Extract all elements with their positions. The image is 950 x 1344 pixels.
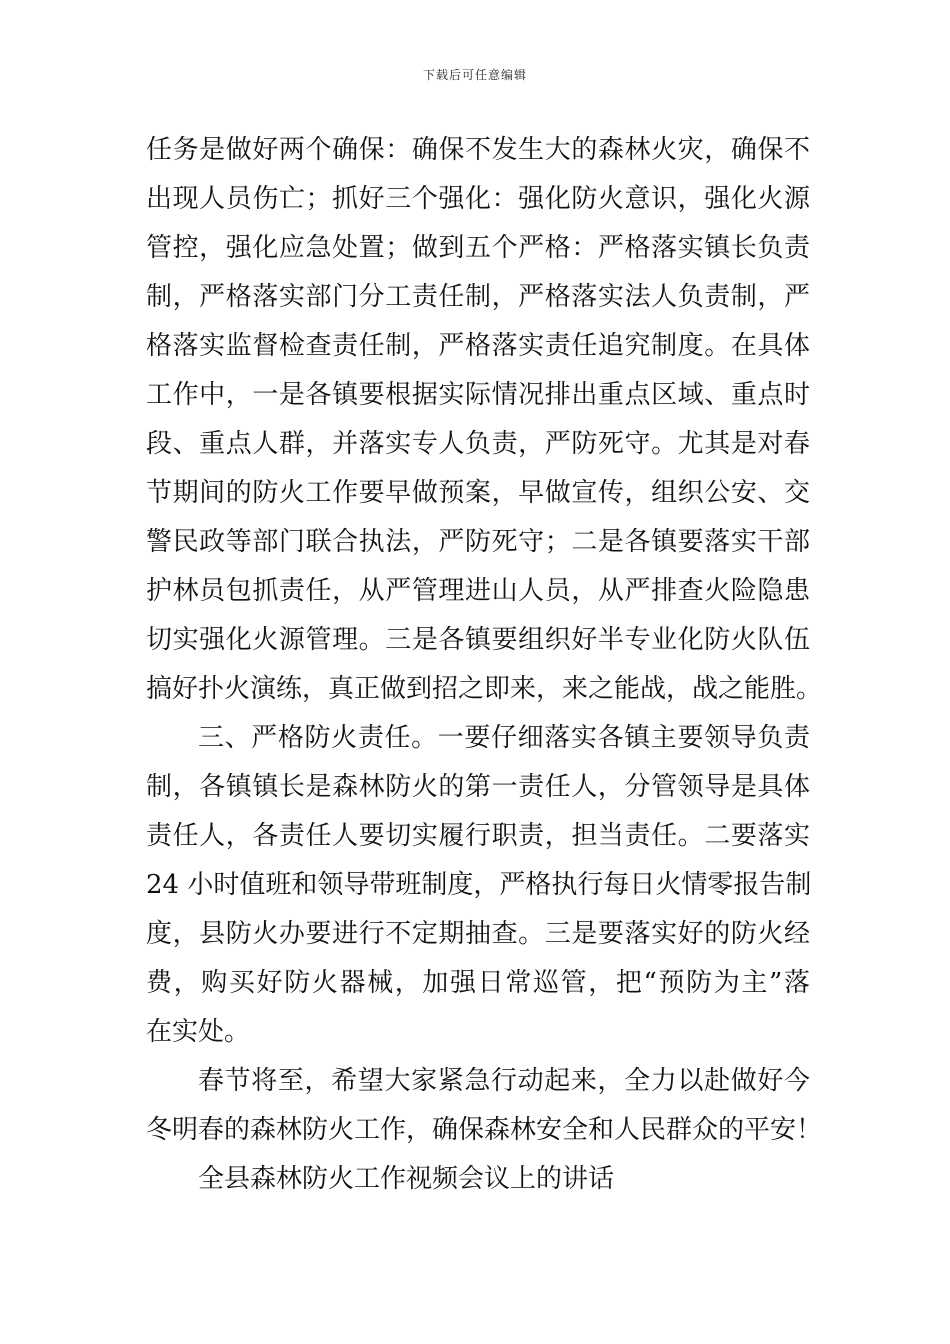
text-line: 度，县防火办要进行不定期抽查。三是要落实好的防火经 [146,919,810,949]
closing-paragraph-first-line: 春节将至，希望大家紧急行动起来，全力以赴做好今 [198,1066,810,1096]
text-line: 警民政等部门联合执法，严防死守；二是各镇要落实干部 [146,527,810,557]
text-line: 制，各镇镇长是森林防火的第一责任人，分管领导是具体 [146,772,810,802]
text-line: 节期间的防火工作要早做预案，早做宣传，组织公安、交 [146,478,810,508]
text-line: 冬明春的森林防火工作，确保森林安全和人民群众的平安！ [146,1115,823,1145]
text-line: 工作中，一是各镇要根据实际情况排出重点区域、重点时 [146,380,810,410]
text-line: 格落实监督检查责任制，严格落实责任追究制度。在具体 [146,331,810,361]
page-header: 下载后可任意编辑 [422,68,527,82]
text-line: 24 小时值班和领导带班制度，严格执行每日火情零报告制 [146,870,812,900]
document-body [146,126,823,1204]
text-line: 费，购买好防火器械，加强日常巡管，把“预防为主”落 [146,968,810,998]
text-line: 段、重点人群，并落实专人负责，严防死守。尤其是对春 [146,429,810,459]
text-line: 制，严格落实部门分工责任制，严格落实法人负责制，严 [146,282,810,312]
text-line: 搞好扑火演练，真正做到招之即来，来之能战，战之能胜。 [146,674,823,704]
text-line: 责任人，各责任人要切实履行职责，担当责任。二要落实 [146,821,810,851]
text-line: 管控，强化应急处置；做到五个严格：严格落实镇长负责 [146,233,810,263]
text-line: 护林员包抓责任，从严管理进山人员，从严排查火险隐患 [146,576,810,606]
text-line: 任务是做好两个确保：确保不发生大的森林火灾，确保不 [146,135,810,165]
text-line: 在实处。 [146,1017,251,1047]
speech-title-line: 全县森林防火工作视频会议上的讲话 [198,1164,615,1194]
text-line: 切实强化火源管理。三是各镇要组织好半专业化防火队伍 [146,625,810,655]
section-three-first-line: 三、严格防火责任。一要仔细落实各镇主要领导负责 [198,723,810,753]
text-line: 出现人员伤亡；抓好三个强化：强化防火意识，强化火源 [146,184,810,214]
